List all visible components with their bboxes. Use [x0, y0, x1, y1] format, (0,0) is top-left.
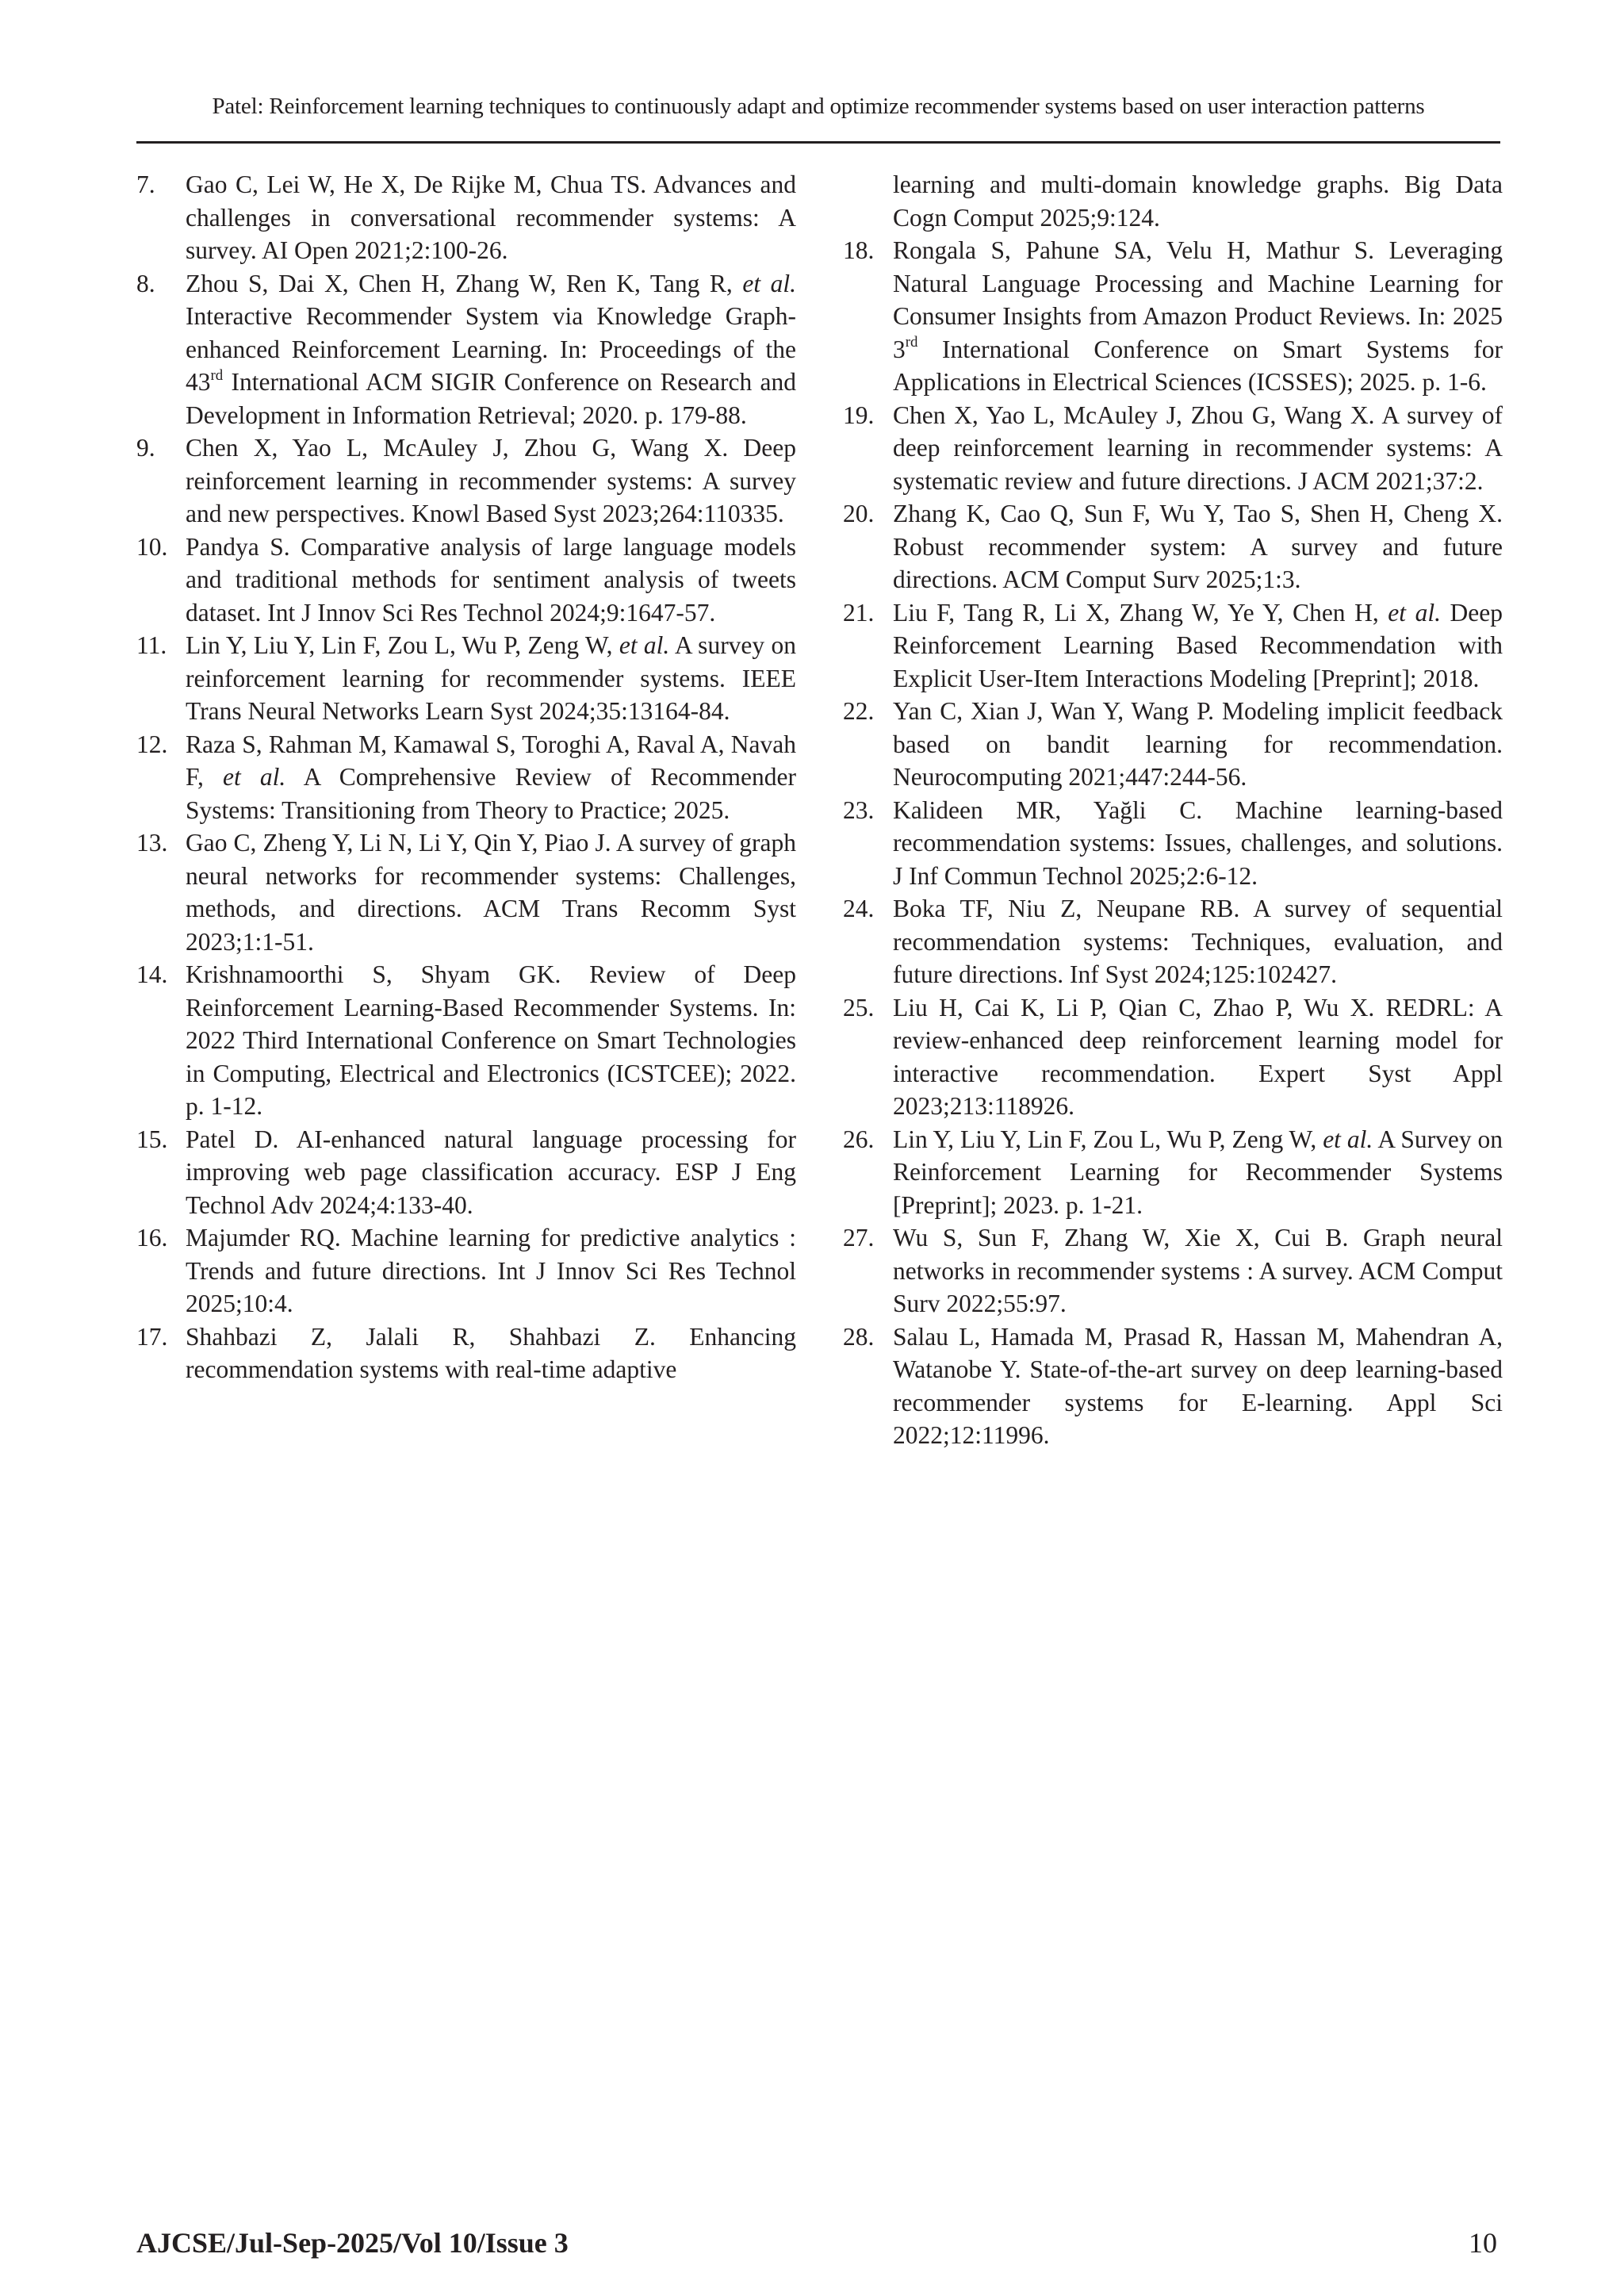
reference-item: [843, 497, 1503, 596]
reference-pre-segment: Majumder RQ. Machine learning for predictive analytics : Trends and future directions. Int J Innov Sci Res Technol 2025;10:4.: [186, 1224, 796, 1317]
reference-number: 24.: [843, 895, 875, 922]
reference-item: [136, 1320, 796, 1386]
reference-number: 10.: [136, 532, 168, 561]
reference-number: 7.: [136, 171, 155, 198]
reference-number: 12.: [136, 730, 168, 758]
reference-item: [843, 1123, 1503, 1222]
reference-item: [136, 826, 796, 958]
reference-item: [136, 1123, 796, 1222]
reference-text: [893, 500, 1503, 593]
reference-number: 22.: [843, 697, 875, 725]
reference-mid-segment: A Survey on Reinforcement Learning for Recommender Systems [Preprint]; 2023. p. 1-21.: [893, 1125, 1503, 1219]
reference-text: [186, 730, 796, 824]
reference-text: [893, 401, 1503, 495]
reference-number: 18.: [843, 236, 875, 264]
reference-text: [186, 631, 796, 725]
reference-text: [893, 1125, 1503, 1219]
reference-em-segment: et al.: [742, 269, 796, 297]
reference-em-segment: et al.: [1388, 598, 1441, 627]
reference-sup-segment: rd: [210, 366, 224, 384]
reference-pre-segment: Chen X, Yao L, McAuley J, Zhou G, Wang X. Deep reinforcement learning in recommender systems: A survey and new perspectives. Knowl Based Syst 2023;264:110335.: [186, 434, 796, 527]
reference-item: [136, 1221, 796, 1320]
reference-text: [186, 829, 796, 956]
reference-number: 11.: [136, 631, 167, 659]
reference-text: [893, 1323, 1503, 1450]
reference-item: [843, 1320, 1503, 1452]
reference-item: [136, 267, 796, 432]
reference-item: [136, 629, 796, 728]
reference-number: 20.: [843, 500, 875, 527]
reference-item: [843, 596, 1503, 696]
reference-pre-segment: Boka TF, Niu Z, Neupane RB. A survey of sequential recommendation systems: Techniques, evaluation, and future directions. Inf Syst 2024;125:102427.: [893, 895, 1503, 988]
header-divider: [136, 141, 1500, 144]
reference-pre-segment: Pandya S. Comparative analysis of large language models and traditional methods for sentiment analysis of tweets dataset. Int J Innov Sci Res Technol 2024;9:1647-57.: [186, 532, 796, 627]
reference-text: [186, 434, 796, 527]
reference-pre-segment: Rongala S, Pahune SA, Velu H, Mathur S. Leveraging Natural Language Processing and Machine Learning for Consumer Insights from Amazon Product Reviews. In: 2025 3: [893, 236, 1503, 363]
reference-mid-segment: A survey on reinforcement learning for recommender systems. IEEE Trans Neural Networks Learn Syst 2024;35:13164-84.: [186, 631, 796, 725]
reference-pre-segment: Kalideen MR, Yağli C. Machine learning-based recommendation systems: Issues, challenges, and solutions. J Inf Commun Technol 2025;2:6-12.: [893, 795, 1503, 890]
footer-journal-citation: AJCSE/Jul-Sep-2025/Vol 10/Issue 3: [136, 2227, 569, 2259]
reference-mid-segment: Interactive Recommender System via Knowledge Graph-enhanced Reinforcement Learning. In: Proceedings of the 43: [186, 302, 796, 396]
reference-pre-segment: Liu F, Tang R, Li X, Zhang W, Ye Y, Chen H,: [893, 598, 1388, 627]
page-number: 10: [1469, 2227, 1497, 2259]
reference-pre-segment: learning and multi-domain knowledge graphs. Big Data Cogn Comput 2025;9:124.: [893, 171, 1503, 232]
reference-em-segment: et al.: [619, 631, 670, 659]
reference-number: 25.: [843, 993, 875, 1022]
reference-number: 17.: [136, 1322, 168, 1351]
reference-pre-segment: Lin Y, Liu Y, Lin F, Zou L, Wu P, Zeng W,: [893, 1125, 1323, 1153]
reference-number: 26.: [843, 1125, 875, 1153]
reference-pre-segment: Chen X, Yao L, McAuley J, Zhou G, Wang X. A survey of deep reinforcement learning in recommender systems: A systematic review and future directions. J ACM 2021;37:2.: [893, 401, 1503, 495]
reference-number: 27.: [843, 1224, 875, 1251]
reference-item: [843, 892, 1503, 991]
reference-number: 23.: [843, 795, 875, 824]
reference-text: [893, 697, 1503, 791]
reference-number: 14.: [136, 960, 168, 988]
reference-number: 28.: [843, 1322, 875, 1351]
reference-pre-segment: Gao C, Lei W, He X, De Rijke M, Chua TS. Advances and challenges in conversational recommender systems: A survey. AI Open 2021;2:100-26.: [186, 171, 796, 264]
reference-text: [893, 1224, 1503, 1317]
reference-item: [843, 794, 1503, 893]
reference-pre-segment: Shahbazi Z, Jalali R, Shahbazi Z. Enhancing recommendation systems with real-time adaptive: [186, 1322, 796, 1383]
reference-pre-segment: Wu S, Sun F, Zhang W, Xie X, Cui B. Graph neural networks in recommender systems : A survey. ACM Comput Surv 2022;55:97.: [893, 1224, 1503, 1317]
reference-mid-segment: Deep Reinforcement Learning Based Recommendation with Explicit User-Item Interactions Modeling [Preprint]; 2018.: [893, 598, 1503, 692]
reference-text: [186, 960, 796, 1120]
reference-number: 15.: [136, 1125, 168, 1153]
reference-text: [186, 1224, 796, 1317]
reference-em-segment: et al.: [223, 763, 286, 791]
reference-text: [186, 270, 796, 429]
reference-item: [136, 168, 796, 267]
reference-sup-segment: rd: [905, 334, 918, 351]
reference-pre-segment: Raza S, Rahman M, Kamawal S, Toroghi A, Raval A, Navah F,: [186, 730, 796, 791]
reference-item: [136, 958, 796, 1123]
references-left-column: [136, 168, 796, 1386]
reference-post-segment: International ACM SIGIR Conference on Research and Development in Information Retrieval; 2020. p. 179-88.: [186, 368, 796, 429]
reference-pre-segment: Salau L, Hamada M, Prasad R, Hassan M, Mahendran A, Watanobe Y. State-of-the-art survey on deep learning-based recommender systems for E-learning. Appl Sci 2022;12:11996.: [893, 1322, 1503, 1449]
reference-item: [843, 399, 1503, 498]
reference-item: [843, 991, 1503, 1123]
reference-number: 19.: [843, 401, 875, 429]
reference-pre-segment: Krishnamoorthi S, Shyam GK. Review of Deep Reinforcement Learning-Based Recommender Systems. In: 2022 Third International Conference on Smart Technologies in Computing, Electrical and Electronics (ICSTCEE); 2022. p. 1-12.: [186, 960, 796, 1120]
reference-text: [893, 796, 1503, 890]
reference-em-segment: et al.: [1323, 1125, 1373, 1153]
reference-item: [843, 234, 1503, 399]
reference-mid-segment: A Comprehensive Review of Recommender Systems: Transitioning from Theory to Practice; 2025.: [186, 763, 796, 824]
reference-number: 9.: [136, 434, 155, 462]
reference-text: [893, 994, 1503, 1121]
reference-text: [893, 236, 1503, 396]
reference-pre-segment: Gao C, Zheng Y, Li N, Li Y, Qin Y, Piao J. A survey of graph neural networks for recommender systems: Challenges, methods, and directions. ACM Trans Recomm Syst 2023;1:1-51.: [186, 829, 796, 956]
reference-text: [186, 171, 796, 264]
running-header: Patel: Reinforcement learning techniques to continuously adapt and optimize recommender systems based on user interaction patterns: [212, 94, 1425, 119]
reference-pre-segment: Yan C, Xian J, Wan Y, Wang P. Modeling implicit feedback based on bandit learning for recommendation. Neurocomputing 2021;447:244-56.: [893, 697, 1503, 791]
reference-text: [186, 1323, 796, 1384]
reference-item: [136, 431, 796, 531]
reference-text: [186, 533, 796, 627]
reference-item: [136, 531, 796, 630]
reference-text: [893, 171, 1503, 232]
reference-item: [136, 728, 796, 827]
reference-number: 16.: [136, 1224, 168, 1251]
reference-number: 13.: [136, 829, 168, 857]
reference-text: [893, 895, 1503, 988]
reference-pre-segment: Zhang K, Cao Q, Sun F, Wu Y, Tao S, Shen H, Cheng X. Robust recommender system: A survey and future directions. ACM Comput Surv 2025;1:3.: [893, 500, 1503, 593]
reference-pre-segment: Patel D. AI-enhanced natural language processing for improving web page classification accuracy. ESP J Eng Technol Adv 2024;4:133-40.: [186, 1125, 796, 1219]
references-right-column: [843, 168, 1503, 1452]
reference-pre-segment: Liu H, Cai K, Li P, Qian C, Zhao P, Wu X. REDRL: A review-enhanced deep reinforcement learning model for interactive recommendation. Expert Syst Appl 2023;213:118926.: [893, 993, 1503, 1120]
reference-item: [843, 695, 1503, 794]
reference-item: [843, 168, 1503, 234]
reference-number: 8.: [136, 269, 155, 297]
reference-pre-segment: Lin Y, Liu Y, Lin F, Zou L, Wu P, Zeng W,: [186, 631, 619, 659]
reference-number: 21.: [843, 598, 875, 627]
reference-post-segment: International Conference on Smart Systems for Applications in Electrical Sciences (ICSSES); 2025. p. 1-6.: [893, 335, 1503, 396]
reference-pre-segment: Zhou S, Dai X, Chen H, Zhang W, Ren K, Tang R,: [186, 269, 743, 297]
reference-text: [186, 1125, 796, 1219]
reference-text: [893, 599, 1503, 692]
reference-item: [843, 1221, 1503, 1320]
